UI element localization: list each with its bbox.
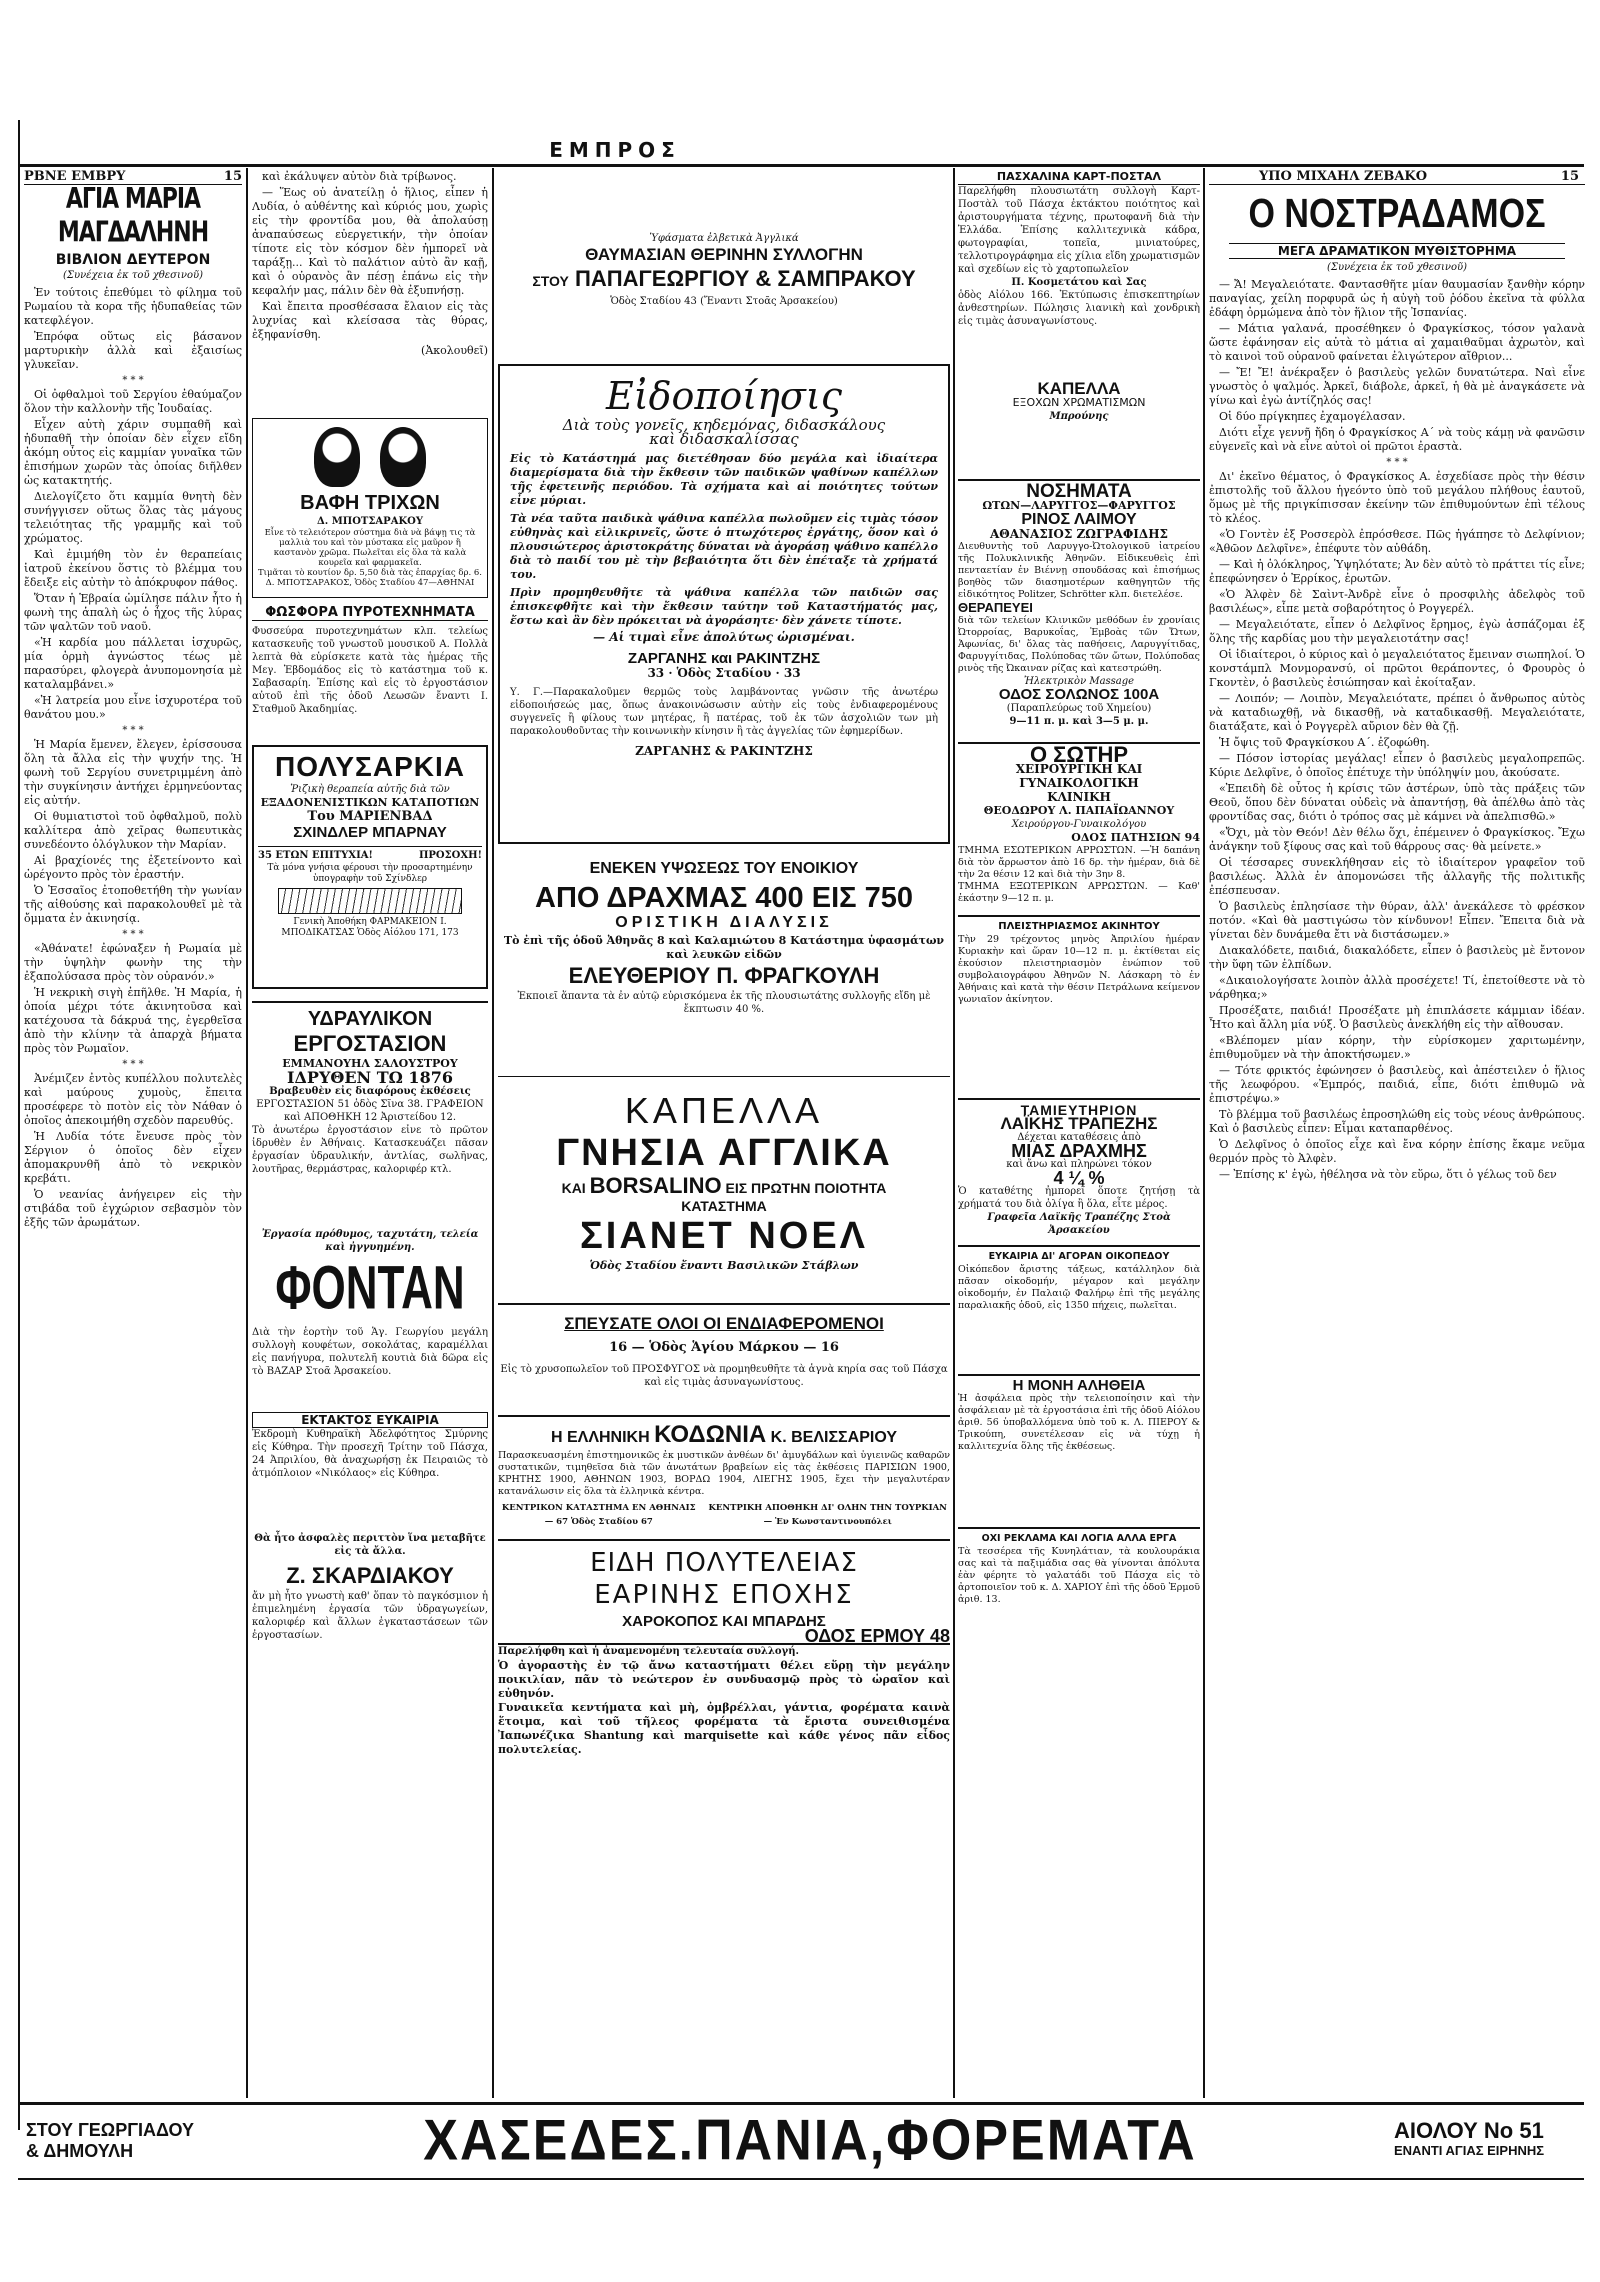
paragraph: Δι' ἐκεῖνο θέματος, ὁ Φραγκίσκος Α. ἐσχεδίασε πρὸς τὴν θέσιν ἐπιστολῆς τοῦ ἄλλου ἡγεόντο ὑπὸ τοῦ μεγάλου πλήθους ἑαυτοῦ, ὅμως μὲ τῆς πριγκίπισσαν ἐκείνην τῶν ἐπιθυμούντων ἐπὶ τέλους τὸ κλέος. bbox=[1209, 470, 1585, 525]
ad-savings-l1: Δέχεται καταθέσεις ἀπὸ bbox=[1017, 1132, 1141, 1143]
ad-kodonia-post: Κ. ΒΕΛΙΣΣΑΡΙΟΥ bbox=[770, 1429, 897, 1446]
paragraph: Οἱ τέσσαρες συνεκλήθησαν εἰς τὸ ἱδιαίτερον γραφεῖον τοῦ βασιλέως. Ἀλλὰ ἐν ἀπομονώσει τῆς ἀλλαγῆς τῆς πολιτικῆς ἐπέσπευσαν. bbox=[1209, 856, 1585, 897]
serial-subhead: ΒΙΒΛΙΟΝ ΔΕΥΤΕΡΟΝ bbox=[55, 252, 211, 268]
ad-bakery bbox=[958, 1527, 1200, 1606]
portrait-image bbox=[314, 427, 360, 487]
ad-ent-addr2: (Παραπλεύρως τοῦ Χημείου) bbox=[1006, 703, 1152, 714]
ad-ent-sub: ΩΤΩΝ—ΛΑΡΥΓΓΟΣ—ΦΑΡΥΓΓΟΣ bbox=[982, 499, 1176, 512]
serial-subhead: ΜΕΓΑ ΔΡΑΜΑΤΙΚΟΝ ΜΥΘΙΣΤΟΡΗΜΑ bbox=[1229, 243, 1565, 259]
ad-notice bbox=[498, 364, 950, 844]
ad-text: Εἶνε τὸ τελειότερον σύστημα διὰ νὰ βάψῃ τις τὰ μαλλιὰ του καὶ τὸν μύστακα εἰς μαῦρον ἢ καστανὸν χρῶμα. Πωλεῖται εἰς ὅλα τὰ καλὰ κουρεῖα καὶ φαρμακεῖα. bbox=[264, 528, 476, 568]
paragraph: Ἡ νεκρικὴ σιγὴ ἐπῆλθε. Ἡ Μαρία, ἡ ὁποία μέχρι τότε ἀκινητοῦσα καὶ κατέχουσα τὰ δάκρυά της, ἐγερθεῖσα ἀπὸ τὴν κλίνην τὰ ἀπαρχὰ βήματα πρὸς τὸν Ρωμαῖον. bbox=[24, 986, 242, 1055]
continuation-note: (Συνέχεια ἐκ τοῦ χθεσινοῦ) bbox=[1327, 262, 1467, 273]
ad-excursion-title: ΕΚΤΑΚΤΟΣ ΕΥΚΑΙΡΙΑ bbox=[252, 1412, 488, 1428]
ad-auction-title: ΠΛΕΙΣΤΗΡΙΑΣΜΟΣ ΑΚΙΝΗΤΟΥ bbox=[998, 921, 1160, 932]
running-head: ΥΠΟ ΜΙΧΑΗΛ ΖΕΒΑΚΟ bbox=[1259, 170, 1428, 184]
paragraph: Ὁ Ἐσσαῖος ἐτοποθετήθη τὴν γωνίαν τῆς αἰθούσης καὶ παρακολουθεῖ μὲ τὰ ὄμματα ἐν ἀκινησίᾳ. bbox=[24, 884, 242, 925]
ad-plumbing-text: Τὸ ἀνωτέρω ἐργοστάσιον εἶνε τὸ πρῶτον ἱδρυθὲν ἐν Ἀθήναις. Κατασκευάζει πᾶσαν ἐργασίαν ὑδραυλικήν, ἀντλίας, σωλῆνας, λουτῆρας, θερμάστρας, καλοριφέρ κτλ. bbox=[252, 1125, 488, 1175]
footer-right-2: ΕΝΑΝΤΙ ΑΓΙΑΣ ΕΙΡΗΝΗΣ bbox=[1394, 2143, 1545, 2158]
ad-obesity bbox=[252, 745, 488, 989]
ad-rent-text: Τὸ ἐπὶ τῆς ὁδοῦ Ἀθηνᾶς 8 καὶ Καλαμιώτου 8 Κατάστημα ὑφασμάτων καὶ λευκῶν εἰδῶν bbox=[503, 934, 945, 961]
ad-obesity-note: Τὰ μόνα γνήσια φέρουσι τὴν προσαρτημένην ὑπογραφὴν τοῦ Σχίνδλερ bbox=[267, 863, 473, 884]
ad-excursion bbox=[252, 1412, 488, 1558]
ad-fabrics-store: ΠΑΠΑΓΕΩΡΓΙΟΥ & ΣΑΜΠΡΑΚΟΥ bbox=[575, 266, 916, 291]
notice-p2: Τὰ νέα ταῦτα παιδικὰ ψάθινα καπέλλα πωλοῦμεν εἰς τιμὰς τόσον εὐθηνὰς καὶ εἰλικρινεῖς, ὥστε ὁ πτωχότερος ἐργάτης, ὅσον καὶ ὁ πλουσιώτερος ἀριστοκράτης δύναται νὰ ἀγοράσῃ ψάθινο καπέλλο διὰ τὸ παιδί του μὲ τὴν βεβαιότητα ὅτι δὲν ἐπέταξε τὰ χρήματά του. bbox=[510, 512, 938, 581]
column-4 bbox=[958, 170, 1200, 2100]
section-stars: * * * bbox=[1386, 457, 1408, 468]
notice-sub1: Διὰ τοὺς γονεῖς, κηδεμόνας, διδασκάλους bbox=[562, 416, 886, 434]
ad-hats-l6: Ὁδὸς Σταδίου ἔναντι Βασιλικῶν Στάβλων bbox=[589, 1259, 859, 1272]
paragraph: Ὁ νεανίας ἀνήγειρεν εἰς τὴν στιβάδα τοῦ ἐγχώριον σεβασμὸν τὸν ἐξῆς τῶν ἀρωμάτων. bbox=[24, 1188, 242, 1229]
ad-kodonia bbox=[498, 1415, 950, 1529]
paragraph: Ἡ ὄψις τοῦ Φραγκίσκου Α΄. ἐζοφώθη. bbox=[1219, 736, 1430, 749]
ad-obesity-years: 35 ΕΤΩΝ ΕΠΙΤΥΧΙΑ! bbox=[258, 850, 373, 861]
section-stars: * * * bbox=[122, 725, 144, 736]
signature-image bbox=[278, 888, 462, 914]
ad-savings-sign: Γραφεῖα Λαϊκῆς Τραπέζης Στοὰ Ἀρσακείου bbox=[987, 1212, 1171, 1236]
ad-hats-l4: ΚΑΤΑΣΤΗΜΑ bbox=[681, 1198, 767, 1214]
ad-luxury bbox=[498, 1539, 950, 1757]
ad-luxury-text2: Ὁ ἀγοραστὴς ἐν τῷ ἄνω καταστήματι θέλει εὕρῃ τὴν μεγάλην ποικιλίαν, πᾶν τὸ νεώτερον ἐν συνδυασμῷ πρὸς τὸ ὡραῖον καὶ εὐθηνόν. bbox=[498, 1659, 950, 1700]
ad-candles-text: Εἰς τὸ χρυσοπωλεῖον τοῦ ΠΡΟΣΦΥΓΟΣ νὰ προμηθευθῆτε τὰ ἁγνὰ κηρία σας τοῦ Πάσχα καὶ εἰς τιμὰς ἀσυναγωνίστους. bbox=[500, 1364, 948, 1388]
paragraph: «Ἐπειδὴ δὲ οὗτος ἡ κρίσις τῶν ἀστέρων, ὑπὸ τὰς πράξεις τῶν Θεοῦ, ὅπου δὲν δύναται οὐδεὶς νὰ ἀπαντήσῃ, θὰ ἀπέλθω ἀπὸ τὰς φροντίδας σας, διότι ὁ τρόπος σας μὲ κάμνει νὰ ἀπελπισθῶ.» bbox=[1209, 782, 1585, 823]
ad-skardiakou-text: ἄν μὴ ἦτο γνωστὴ καθ' ὅπαν τὸ παγκόσμιον ἡ ἐπιμελημένη ἐργασία τῶν ὑδραγωγείων, καλοριφέρ καὶ ἄλλων ἐγκαταστάσεων τῶν ἐργοστασίων. bbox=[252, 1591, 488, 1641]
ad-kodonia-store1: ΚΕΝΤΡΙΚΟΝ ΚΑΤΑΣΤΗΜΑ ΕΝ ΑΘΗΝΑΙΣ — 67 Ὁδὸς Σταδίου 67 bbox=[501, 1503, 696, 1527]
ad-candles-addr: 16 — Ὁδὸς Ἁγίου Μάρκου — 16 bbox=[609, 1340, 839, 1355]
to-be-continued: (Ἀκολουθεῖ) bbox=[421, 344, 488, 357]
column-1 bbox=[24, 170, 242, 2100]
ad-clinic-title: Ο ΣΩΤΗΡ bbox=[1029, 742, 1129, 767]
notice-title: Εἰδοποίησις bbox=[605, 374, 843, 418]
ad-clinic-role: Χειρούργου-Γυναικολόγου bbox=[1011, 819, 1147, 830]
ad-savings-l2: ΜΙΑΣ ΔΡΑΧΜΗΣ bbox=[1011, 1141, 1147, 1161]
serial-headline: Ο ΝΟΣΤΡΑΔΑΜΟΣ bbox=[1248, 191, 1546, 237]
ad-candles-head: ΣΠΕΥΣΑΤΕ ΟΛΟΙ ΟΙ ΕΝΔΙΑΦΕΡΟΜΕΝΟΙ bbox=[564, 1314, 884, 1333]
ad-ent-therapy-text: διὰ τῶν τελείων Κλινικῶν μεθόδων ἐν χρονίαις Ὠτορροίας, Βαρυκοΐας, Ἐμβοὰς τῶν Ὤτων, Ἀφωνίας, δι' ὅλας τὰς παθήσεις, Λαρυγγίτιδας, Φαρυγγίτιδας, Πολύποδας τῶν ὤτων, Πολύποδας ρινὸς τῆς Ὠκαιναν ρίζας καὶ κατεστρώθη. bbox=[958, 615, 1200, 674]
ad-clinic-dept2: ΤΜΗΜΑ ΕΞΩΤΕΡΙΚΩΝ ΑΡΡΩΣΤΩΝ. — Καθ' ἑκάστην 9—12 π. μ. bbox=[958, 881, 1200, 904]
paragraph: Ἡ Λυδία τότε ἔνευσε πρὸς τὸν Σέργιον ὁ ὁποῖος δὲν εἶχεν ἀπομακρυνθῆ ἀπὸ τὸ νεκρικὸν κρεβάτι. bbox=[24, 1130, 242, 1185]
ad-auction-text: Τὴν 29 τρέχοντος μηνὸς Ἀπριλίου ἡμέραν Κυριακὴν καὶ ὥραν 10—12 π. μ. ἐκτίθεται εἰς ἐκούσιον πλειστηριασμὸν ἐνώπιον τοῦ συμβολαιογράφου Ἀθηνῶν Ν. Λάσκαρη τὸ ἐν Ἀθήναις καὶ κατὰ τὴν θέσιν Πετράλωνα κείμενον γωνιαῖον ἀκίνητον. bbox=[958, 934, 1200, 1005]
ad-hats-l3c: ΕΙΣ ΠΡΩΤΗΝ ΠΟΙΟΤΗΤΑ bbox=[725, 1180, 887, 1196]
ad-luxury-text1: Παρελήφθη καὶ ἡ ἀναμενομένη τελευταία συλλογή. bbox=[498, 1646, 799, 1657]
left-margin-rule bbox=[18, 120, 20, 2130]
ad-hats bbox=[498, 1076, 950, 1273]
ad-luxury-l1: ΕΙΔΗ ΠΟΛΥΤΕΛΕΙΑΣ bbox=[590, 1548, 858, 1578]
footer-right-1: ΑΙΟΛΟΥ Νο 51 bbox=[1394, 2118, 1544, 2143]
notice-address: 33 · Ὁδὸς Σταδίου · 33 bbox=[647, 666, 801, 680]
ad-hats-l5: ΣΙΑΝΕΤ ΝΟΕΛ bbox=[579, 1215, 869, 1257]
ad-savings-sub: ΛΑΪΚΗΣ ΤΡΑΠΕΖΗΣ bbox=[1000, 1114, 1158, 1133]
paragraph: Προσέξατε, παιδιά! Προσέξατε μὴ ἐπιπλάσετε κάμμιαν ἰδέαν. Ἦτο καὶ ἄλλη μία νύξ. Ὁ βασιλεὺς ἀνεκλήθη εἰς τὴν αἴθουσαν. bbox=[1209, 1004, 1585, 1031]
paragraph: — Λοιπόν; — Λοιπὸν, Μεγαλειότατε, πρέπει ὁ ἄνθρωπος αὐτὸς νὰ καταδιωχθῇ, νὰ δικασθῇ, νὰ καταδικασθῇ. Μεγαλειότατε, διατάξατε, καὶ ὁ Ρογγερὲλ αὔριον δὲν θὰ ζῇ. bbox=[1209, 692, 1585, 733]
ad-postcards-name: Π. Κοσμετάτου καὶ Σας bbox=[1011, 277, 1147, 288]
paragraph: Διακαλόδετε, παιδιά, διακαλόδετε, εἶπεν ὁ βασιλεὺς μὲ ἔντονον τὴν ὕφη τῶν ἐλπίδων. bbox=[1209, 944, 1585, 971]
ad-bakery-title: ΟΧΙ ΡΕΚΛΑΜΑ ΚΑΙ ΛΟΓΙΑ ΑΛΛΑ ΕΡΓΑ bbox=[981, 1533, 1177, 1544]
ad-fireworks-title: ΦΩΣΦΟΡΑ ΠΥΡΟΤΕΧΝΗΜΑΤΑ bbox=[252, 606, 488, 621]
ad-savings-bank bbox=[958, 1098, 1200, 1237]
section-stars: * * * bbox=[122, 1059, 144, 1070]
ad-ent-doctor bbox=[958, 479, 1200, 728]
ad-price: Τιμᾶται τὸ κουτίον δρ. 5,50 διὰ τὰς ἐπαρχίας δρ. 6. bbox=[257, 568, 483, 578]
paragraph: Αἱ βραχίονές της ἐξετείνοντο καὶ ὡρέγοντο πρὸς τὸν ἐραστήν. bbox=[24, 854, 242, 881]
paragraph: «Ἡ λατρεία μου εἶνε ἰσχυροτέρα τοῦ θανάτου μου.» bbox=[24, 694, 242, 721]
ad-ent-text: Διευθυντὴς τοῦ Λαρυγγο-Ὠτολογικοῦ ἰατρείου τῆς Πολυκλινικῆς Ἀθηνῶν. Εἰδικευθεὶς ἐπὶ πενταετίαν ἐν Βιέννῃ σπουδάσας καὶ ἐπισήμως βοηθὸς τῶν διασημοτέρων καθηγητῶν τῆς εἰδικότητος Politzer, Schrötter κλπ. διετελέσε. bbox=[958, 541, 1200, 600]
ad-luxury-text3: Γυναικεῖα κεντήματα καὶ μὴ, ὀμβρέλλαι, γάντια, φορέματα καινὰ ἕτοιμα, καὶ τοῦ τῆλεος φορέματα τὰ ἔριστα συνειθισμένα Ἰαπωνέζικα Shantung καὶ marquisette καὶ κάθε γένος πᾶν εἶδος πολυτελείας. bbox=[498, 1701, 950, 1756]
ad-hats-l2: ΓΝΗΣΙΑ ΑΓΓΛΙΚΑ bbox=[556, 1132, 892, 1174]
ad-clinic bbox=[958, 742, 1200, 905]
ad-savings-title: ΤΑΜΙΕΥΤΗΡΙΟΝ bbox=[1020, 1102, 1138, 1118]
ad-fabrics-addr: Ὁδὸς Σταδίου 43 (Ἔναντι Στοᾶς Ἀρσακείου) bbox=[610, 296, 838, 307]
footer-rule-bottom bbox=[18, 2178, 1584, 2180]
ad-address: Δ. ΜΠΟΤΣΑΡΑΚΟΣ, Ὁδὸς Σταδίου 47—ΑΘΗΝΑΙ bbox=[265, 578, 475, 588]
ad-fondant bbox=[252, 1254, 488, 1406]
ad-ent-therapy: ΘΕΡΑΠΕΥΕΙ bbox=[958, 600, 1033, 615]
ad-clinic-doctor: ΘΕΟΔΩΡΟΥ Λ. ΠΑΠΑΪΩΑΝΝΟΥ bbox=[983, 804, 1175, 817]
ad-clinic-dept1: ΤΜΗΜΑ ΕΣΩΤΕΡΙΚΩΝ ΑΡΡΩΣΤΩΝ. —Ἡ δαπάνη διὰ τὸν ἄρρωστον ἀπὸ 16 δρ. τὴν ἡμέραν, διὰ δὲ τὴν 2α θέσιν 12 καὶ διὰ τὴν 3ην 8. bbox=[958, 845, 1200, 880]
ad-obesity-product: ΕΞΑΔΟΝΕΝΙΣΤΙΚΩΝ ΚΑΤΑΠΟΤΙΩΝ bbox=[260, 796, 480, 809]
ad-colored-hats-title: ΚΑΠΕΛΛΑ bbox=[1037, 379, 1121, 398]
ad-ent-title: ΝΟΣΗΜΑΤΑ bbox=[1026, 481, 1132, 502]
paragraph: Οἱ δύο πρίγκηπες ἐχαμογέλασαν. bbox=[1219, 410, 1406, 423]
ad-savings-l3: καὶ ἄνω καὶ πληρώνει τόκον bbox=[1006, 1159, 1152, 1170]
ad-savings-text: Ὁ καταθέτης ἠμπορεῖ ὅποτε ζητήσῃ τὰ χρήματά του διὰ ὀλίγα ἢ ὅλα, εἶτε μέρος. bbox=[958, 1186, 1200, 1210]
paragraph: «Βλέπομεν μίαν κόρην, τὴν εὑρίσκομεν χαριτωμένην, ἐπιθυμοῦμεν νὰ τὴν ἀποκτήσωμεν.» bbox=[1209, 1034, 1585, 1061]
ad-bakery-text: Τὰ τεσσέρεα τῆς Κυνηλάτιαν, τὰ κουλουράκια σας καὶ τὰ παξιμάδια σας θὰ γίνονται ἀπόλυτα ἐὰν φέρητε τὸ γαλατάδι τοῦ Πάσχα εἰς τὸ ἀρτοποιεῖον τοῦ κ. Δ. ΧΑΡΙΟΥ ἐπὶ τῆς ὁδοῦ Ἑρμοῦ ἀριθ. 13. bbox=[958, 1546, 1200, 1605]
ad-brand: ΒΑΦΗ ΤΡΙΧΩΝ bbox=[300, 492, 440, 514]
column-2 bbox=[252, 170, 488, 2100]
footer-left-1: ΣΤΟΥ ΓΕΩΡΓΙΑΔΟΥ bbox=[26, 2120, 195, 2140]
ad-plumbing-addr: ΕΡΓΟΣΤΑΣΙΟΝ 51 ὁδὸς Σῖνα 38. ΓΡΑΦΕΙΟΝ καὶ ΑΠΟΘΗΚΗ 12 Ἀριστείδου 12. bbox=[256, 1099, 484, 1123]
ad-rent bbox=[498, 858, 950, 1016]
ad-hair-dye bbox=[252, 418, 488, 598]
ad-clinic-sub2: ΚΛΙΝΙΚΗ bbox=[1047, 790, 1111, 804]
footer-left-2: & ΔΗΜΟΥΛΗ bbox=[26, 2141, 134, 2161]
page-number: 15 bbox=[1560, 170, 1579, 184]
paragraph: «Ὁ Ἀλφὲν δὲ Σαὶντ-Ἀνδρὲ εἶνε ὁ προσφιλὴς ἀδελφὸς τοῦ βασιλέως», εἶπε μετὰ σοβαρότητος ὁ Ρογγερέλ. bbox=[1209, 588, 1585, 615]
ad-candles bbox=[498, 1303, 950, 1389]
paragraph: Εἶχεν αὐτὴ χάριν συμπαθῆ καὶ ἡδυπαθῆ τὴν ὁποίαν δὲν εἶχεν εἴδη ἀκόμη οὗτος εἰς καμμίαν γυναῖκα τῶν ἐπισήμων χωρῶν τὰς ὁποίας διῆλθεν ὡς κατακτητής. bbox=[24, 418, 242, 487]
ad-rent-note: Ἐκποιεῖ ἅπαντα τὰ ἐν αὐτῷ εὑρισκόμενα ἐκ τῆς πλουσιωτάτης συλλογῆς εἴδη μὲ ἔκπτωσιν 40 %. bbox=[517, 991, 931, 1015]
portrait-image bbox=[380, 427, 426, 487]
section-stars: * * * bbox=[122, 929, 144, 940]
ad-ent-doctor-name: ΑΘΑΝΑΣΙΟΣ ΖΩΓΡΑΦΙΔΗΣ bbox=[989, 527, 1169, 541]
ad-truth bbox=[958, 1374, 1200, 1521]
ad-savings-rate: 4 ¼ % bbox=[1053, 1168, 1105, 1188]
paragraph: Ἡ Μαρία ἔμενεν, ἔλεγεν, ἐρίσσουσα ὅλη τὰ ἄλλα εἰς τὴν ψυχήν της. Ἡ φωνὴ τοῦ Σεργίου συνετριμμένη ἀπὸ τὴν συγκίνησιν ἀντήχει ἐρμηνεύοντας εἰς αὐτήν. bbox=[24, 738, 242, 807]
paragraph: Διελογίζετο ὅτι καμμία θνητὴ δὲν συνήγγισεν οὕτως ὅλας τὰς μάγους τελειότητας τῆς γραμμῆς καὶ τοῦ χρώματος. bbox=[24, 490, 242, 545]
notice-signature-2: ΖΑΡΓΑΝΗΣ & ΡΑΚΙΝΤΖΗΣ bbox=[635, 744, 813, 758]
paragraph: — Ἕως οὐ ἀνατείλῃ ὁ ἥλιος, εἶπεν ἡ Λυδία, ὁ αὐθέντης καὶ κύριός μου, χωρὶς εἰς τὴν φροντίδα μου, θὰ ἀπολαύσῃ ἀναπαύσεως εὐεργετικήν, τὴν ὁποίαν τίποτε εἰς τὸν κόσμον δὲν ἠμπορεῖ νὰ ταράξῃ... Καὶ τὸ παλάτιον αὐτὸ ἂν καῇ, καὶ ὁ οὐρανὸς ἂν πέσῃ ἐπάνω εἰς τὴν κεφαλήν μας, πάλιν δὲν θὰ ἐξυπνήσῃ. bbox=[252, 186, 488, 297]
ad-ent-addr: ΟΔΟΣ ΣΟΛΩΝΟΣ 100Α bbox=[998, 686, 1160, 703]
ad-obesity-maker: ΣΧΙΝΔΛΕΡ ΜΠΑΡΝΑΥ bbox=[293, 824, 447, 841]
ad-kodonia-store2: ΚΕΝΤΡΙΚΗ ΑΠΟΘΗΚΗ ΔΙ' ΟΛΗΝ ΤΗΝ ΤΟΥΡΚΙΑΝ — Ἐν Κωνσταντινουπόλει bbox=[708, 1503, 947, 1527]
paragraph: Διότι εἶχε γεννῆ ἤδη ὁ Φραγκίσκος Α΄ νὰ τοὺς κάμῃ νὰ φανῶσιν εὐγενεῖς καὶ νὰ εἶνε αὐτοὶ οἱ πρῶτοι ἐραστὰ. bbox=[1209, 426, 1585, 453]
ad-rent-final: ΟΡΙΣΤΙΚΗ ΔΙΑΛΥΣΙΣ bbox=[615, 914, 833, 931]
ad-fabrics-head: ΘΑΥΜΑΣΙΑΝ ΘΕΡΙΝΗΝ ΣΥΛΛΟΓΗΝ bbox=[585, 245, 863, 264]
ad-excursion-note: Θὰ ἦτο ἀσφαλὲς περιττὸν ἵνα μεταβῆτε εἰς τὰ ἄλλα. bbox=[254, 1533, 486, 1557]
ad-postcards-title: ΠΑΣΧΑΛΙΝΑ ΚΑΡΤ-ΠΟΣΤΑΛ bbox=[958, 170, 1200, 185]
paragraph: Ἐπρόφα οὕτως εἰς βάσανον μαρτυρικὴν ἀλλὰ καὶ ἐξαισίως γλυκεῖαν. bbox=[24, 330, 242, 371]
ad-fireworks-text: Φυσσεύρα πυροτεχνημάτων κλπ. τελείως κατασκευῆς τοῦ γνωστοῦ μουσικοῦ Α. Πολλὰ λεπτὰ θὰ εὑρίσκετε κατὰ τὰς ἡμέρας τῆς Μεγ. Ἑβδομάδος εἰς τὸ κατάστημα τοῦ κ. Σαβασαρίη. Ἐπίσης καὶ εἰς τὸ ἐργοστάσιον αὐτοῦ ἐπὶ τῆς ὁδοῦ Λεωσῶν ἔναντι Ι. Σταθμοῦ Ἀκαδημίας. bbox=[252, 626, 488, 715]
paragraph: — Τότε φρικτός ἐφώνησεν ὁ βασιλεὺς, καὶ ἀπέστειλεν ὁ ἥλιος τῆς λεωφόρου. «Ἐμπρός, παιδιά, εἶπε, διότι ἐπιθυμῶ νὰ ἐπιστρέψω.» bbox=[1209, 1064, 1585, 1105]
paragraph: — Μάτια γαλανά, προσέθηκεν ὁ Φραγκίσκος, τόσον γαλανὰ ὥστε ἐφάνησαν εἰς αὐτὰ τὸ μάτια αἱ χαμαιθαῦμαι ἀχρωτὸν, καὶ τὸ καινοὶ τοῦ οὐρανοῦ φαίνεται ἐλιγώτερον αἴθριον... bbox=[1209, 322, 1585, 363]
ad-plumbing-est: ΙΔΡΥΘΕΝ ΤΩ 1876 bbox=[287, 1068, 453, 1087]
ad-colored-hats-sub: ΕΞΟΧΩΝ ΧΡΩΜΑΤΙΣΜΩΝ bbox=[1012, 396, 1146, 409]
ad-fabrics-pre: Ὑφάσματα ἐλβετικὰ Ἀγγλικά bbox=[649, 233, 799, 244]
paragraph: Καὶ ἐμιμήθη τὸν ἐν θεραπείαις ἰατροῦ ἐκείνου ὅστις τὸ βλέμμα του ἔδειξε εἰς αὐτὴν τὸ ἀπόκρυφον πάθος. bbox=[24, 548, 242, 589]
notice-p3: Πρὶν προμηθευθῆτε τὰ ψάθινα καπέλλα τῶν παιδιῶν σας ἐπισκεφθῆτε καὶ τὴν ἔκθεσιν ταύτην τοῦ Καταστήματός μας, ἔστω καὶ ἂν δὲν πρόκειται νὰ ἀγοράσητε· δὲν χάνετε τίποτε. bbox=[510, 586, 938, 627]
ad-luxury-owners: ΧΑΡΟΚΟΠΟΣ ΚΑΙ ΜΠΑΡΔΗΣ bbox=[622, 1613, 826, 1630]
ad-obesity-by: Του ΜΑΡΙΕΝΒΑΔ bbox=[307, 809, 433, 824]
ad-hats-l1: ΚΑΠΕΛΛΑ bbox=[624, 1090, 824, 1131]
column-divider bbox=[246, 168, 248, 2098]
notice-postscript: Υ. Γ.—Παρακαλοῦμεν θερμῶς τοὺς λαμβάνοντας γνῶσιν τῆς ἀνωτέρω εἰδοποιήσεώς μας, ὅπως ἀνακοινώσωσιν αὐτὴν εἰς τοὺς ἐνδιαφερομένους συγγενεῖς ἢ φίλους των μητέρας, ἢ πατέρας, τοῦ ἐκ τῶν ἀσχολιῶν των μὴ παρακολουθοῦντας τὴν κοινωνικὴν κίνησιν ἢ τὰς ἀγγελίας τῶν ἐφημερίδων. bbox=[510, 687, 938, 737]
ad-truth-title: Η ΜΟΝΗ ΑΛΗΘΕΙΑ bbox=[1012, 1377, 1146, 1394]
ad-plumbing-title2: ΕΡΓΟΣΤΑΣΙΟΝ bbox=[293, 1031, 447, 1056]
column-divider bbox=[953, 168, 955, 2098]
ad-rent-price: ΑΠΟ ΔΡΑΧΜΑΣ 400 ΕΙΣ 750 bbox=[535, 882, 913, 914]
ad-fabrics-store-pre: ΣΤΟΥ bbox=[532, 273, 569, 289]
running-head: ΡΒΝΕ ΕΜΒΡΥ bbox=[24, 170, 126, 184]
notice-p4: — Αἱ τιμαὶ εἶνε ἀπολύτως ὡρισμέναι. bbox=[593, 630, 855, 644]
ad-plumbing-tag: Ἐργασία πρόθυμος, ταχυτάτη, τελεία καὶ ἠγγυημένη. bbox=[261, 1229, 479, 1253]
ad-kodonia-text: Παρασκευασμένη ἐπιστημονικῶς ἐκ μυστικῶν ἀνθέων δι' ἀμυγδάλων καὶ ὑγιεινῶς καθαρῶν συστατικῶν, τιμηθεῖσα διὰ τῶν ἀνωτάτων βραβείων εἰς τὰς ἐκθέσεις ΠΑΡΙΣΙΩΝ 1900, ΚΡΗΤΗΣ 1900, ΑΘΗΝΩΝ 1903, ΒΟΡΔΩ 1904, ΛΙΕΓΗΣ 1905, ἔχει τὴν μεγαλυτέραν κατανάλωσιν εἰς ὅλα τὰ ἑλληνικὰ κέντρα. bbox=[498, 1450, 950, 1497]
paragraph: Ἀνέμιζεν ἐντὸς κυπέλλου πολυτελὲς καὶ μαύρους χυμοὺς, ἔπειτα προσέφερε τὸ ποτὸν εἰς τὸν Νάθαν ὁ ὁποῖος ἀπεκοιμήθη σχεδὸν παρευθύς. bbox=[24, 1072, 242, 1127]
ad-rent-owner: ΕΛΕΥΘΕΡΙΟΥ Π. ΦΡΑΓΚΟΥΛΗ bbox=[568, 963, 880, 988]
ad-kodonia-name: ΚΟΔΩΝΙΑ bbox=[654, 1421, 767, 1448]
section-stars: * * * bbox=[122, 375, 144, 386]
ad-plumbing bbox=[252, 1001, 488, 1254]
ad-truth-text: Ἡ ἀσφάλεια πρὸς τὴν τελειοποίησιν καὶ τὴν ἀσφάλειαν μὲ τὰ ἐργοστάσια ἐπὶ τῆς ὁδοῦ Αἰόλου ἀριθ. 56 ὑποβαλλόμενα ὑπὸ τοῦ κ. Λ. ΠΙΕΡΟΥ & Τρικούπη, συνετέλεσαν εἰς νὰ τύχῃ ἡ καλλιτεχνία ὅλης τῆς ἐκθέσεως. bbox=[958, 1393, 1200, 1452]
paragraph: Τὸ βλέμμα τοῦ βασιλέως ἐπροσηλώθη εἰς τοὺς νέους ἀνθρώπους. Καὶ ὁ βασιλεὺς εἶπεν: Εἶμαι καταπαρθένος. bbox=[1209, 1108, 1585, 1135]
ad-skardiakou-title: Ζ. ΣΚΑΡΔΙΑΚΟΥ bbox=[286, 1563, 454, 1588]
ad-plumbing-award: Βραβευθὲν εἰς διαφόρους ἐκθέσεις bbox=[269, 1086, 471, 1097]
column-divider bbox=[1203, 168, 1205, 2098]
ad-plot bbox=[958, 1245, 1200, 1368]
portraits-illustration bbox=[257, 427, 483, 491]
ad-hats-l3a: ΚΑΙ bbox=[561, 1180, 586, 1196]
column-divider bbox=[492, 168, 494, 2098]
ad-fondant-text: Διὰ τὴν ἑορτὴν τοῦ Ἁγ. Γεωργίου μεγάλη συλλογὴ κουφέτων, σοκολάτας, καραμέλλαι εἰς πανήγυρα, πολυτελῆ κουτιὰ διὰ δῶρα εἰς τὸ ΒΑΖΑΡ Στοᾶ Ἀρσακείου. bbox=[252, 1327, 488, 1377]
paragraph: Οἱ ἰδιαίτεροι, ὁ κύριος καὶ ὁ μεγαλειότατος ἔμειναν σιωπηλοί. Ὁ κονστάμπλ Μονμορανσύ, οἱ πρῶτοι θεράποντες, ὁ Φρουρὸς ὁ Γκοντὲν, ὁ βασιλεὺς ἐσιώπησαν καὶ ἐκοίταξαν. bbox=[1209, 648, 1585, 689]
ad-plot-text: Οἰκόπεδον ἄριστης τάξεως, κατάλληλον διὰ πᾶσαν οἰκοδομήν, μέγαρον καὶ μεγάλην οἰκοδομήν, ἐν Παλαιῷ Φαλήρῳ ἐπὶ τῆς μεγάλης παραλιακῆς ὁδοῦ, εἰς 1350 πήχεις, πωλεῖται. bbox=[958, 1264, 1200, 1311]
paragraph: «Ὁ Γοντὲν ἐξ Ροσσερὸλ ἐπρόσθεσε. Πῶς ἠγάπησε τὸ Δελφίνιον; «Ἀθῶον Δελφῖνε», ἐπέφυτε τὸν αὐθάδη. bbox=[1209, 528, 1585, 555]
footer-rule bbox=[18, 2102, 1584, 2105]
ad-obesity-agent: Γενικὴ Ἀποθήκη ΦΑΡΜΑΚΕΙΟΝ Ι. ΜΠΟΔΙΚΑΤΣΑΣ Ὁδὸς Αἰόλου 171, 173 bbox=[281, 917, 459, 938]
ad-clinic-addr: ΟΔΟΣ ΠΑΤΗΣΙΩΝ 94 bbox=[1071, 831, 1200, 844]
ad-obesity-title: ΠΟΛΥΣΑΡΚΙΑ bbox=[275, 751, 465, 782]
ad-auction bbox=[958, 915, 1200, 1090]
ad-plumbing-name: ΕΜΜΑΝΟΥΗΛ ΣΑΛΟΥΣΤΡΟΥ bbox=[282, 1057, 458, 1070]
ad-ent-hours: 9—11 π. μ. καὶ 3—5 μ. μ. bbox=[1009, 716, 1149, 727]
ad-colored-hats bbox=[958, 379, 1200, 423]
paragraph: καὶ ἐκάλυψεν αὐτὸν διὰ τρίβωνος. bbox=[262, 170, 457, 183]
paragraph: Ὁ βασιλεὺς ἐπλησίασε τὴν θύραν, ἀλλ' ἀνεκάλεσε τὸ φρέσκον ποτόν. «Καὶ θὰ μαστιγώσω τὸν κίνδυνον! Εἶπεν. Ἔπειτα διὰ νὰ γίνεται δὲν δυνάμεθα ἔτι νὰ διστάσωμεν.» bbox=[1209, 900, 1585, 941]
ad-rent-head: ΕΝΕΚΕΝ ΥΨΩΣΕΩΣ ΤΟΥ ΕΝΟΙΚΙΟΥ bbox=[589, 860, 859, 877]
ad-fondant-title: ΦΟΝΤΑΝ bbox=[275, 1254, 465, 1323]
paragraph: Καὶ ἔπειτα προσθέσασα ἔλαιον εἰς τὰς λυχνίας καὶ κλείσασα τὰς θύρας, ἐξηφανίσθη. bbox=[252, 300, 488, 341]
ad-obesity-sub: Ῥιζικὴ θεραπεία αὐτῆς διὰ τῶν bbox=[290, 784, 450, 795]
paragraph: Οἱ ὀφθαλμοὶ τοῦ Σεργίου ἐθαύμαζον ὅλον τὴν καλλονὴν τῆς Ἰουδαίας. bbox=[24, 388, 242, 415]
footer-main: ΧΑΣΕΔΕΣ.ΠΑΝΙΑ,ΦΟΡΕΜΑΤΑ bbox=[423, 2109, 1197, 2173]
notice-p1: Εἰς τὸ Κατάστημά μας διετέθησαν δύο μεγάλα καὶ ἰδιαίτερα διαμερίσματα διὰ τὴν ἔκθεσιν τῶν παιδικῶν ψαθίνων καπέλλων τῆς ἐφετεινῆς περιόδου. Τὰ σχήματα καὶ αἱ ποιότητες τούτων εἶνε μύριαι. bbox=[510, 452, 938, 507]
ad-hats-l3b: BORSALINO bbox=[589, 1173, 722, 1198]
paragraph: «Ἀθάνατε! ἐφώναξεν ἡ Ρωμαία μὲ τὴν ὑψηλὴν φωνὴν της τὴν ἐξαπολύσασα πρὸς τὸν οὐρανόν.» bbox=[24, 942, 242, 983]
paragraph: Ἐν τούτοις ἐπεθύμει τὸ φίλημα τοῦ Ρωμαίου τὰ κορα τῆς ἡδυπαθείας τῶν κατεφλέγον. bbox=[24, 286, 242, 327]
footer-ad bbox=[18, 2108, 1584, 2174]
paragraph: «Ἡ καρδία μου πάλλεται ἰσχυρῶς, μία ὁρμὴ ἀγνώστος τέως μὲ παρασύρει, φλογερὰ ἀνυπομονησία μὲ καταλαμβάνει.» bbox=[24, 636, 242, 691]
ad-obesity-attention: ΠΡΟΣΟΧΗ! bbox=[418, 850, 482, 861]
paragraph: Οἱ θυμιατιστοὶ τοῦ ὀφθαλμοῦ, πολὺ καλλίτερα ἀπὸ χεῖρας θωπευτικὰς συνεδέοντο ὁλόγλυκον τὴν Μαρίαν. bbox=[24, 810, 242, 851]
paragraph: — Μεγαλειότατε, εἶπεν ὁ Δελφῖνος ἔρημος, ἐγὼ ἀσπάζομαι ἐξ ὅλης τῆς καρδίας μου τὴν μεγαλειοτάτην σας! bbox=[1209, 618, 1585, 645]
serial-headline: ΑΓΙΑ ΜΑΡΙΑ ΜΑΓΔΑΛΗΝΗ bbox=[57, 183, 209, 250]
column-3 bbox=[498, 170, 950, 2100]
ad-plot-title: ΕΥΚΑΙΡΙΑ ΔΙ' ΑΓΟΡΑΝ ΟΙΚΟΠΕΔΟΥ bbox=[988, 1251, 1170, 1262]
paragraph: — Ἔ! Ἔ! ἀνέκραξεν ὁ βασιλεὺς γελῶν δυνατώτερα. Ναὶ εἶνε γνωστὸς ὁ ψαλμός. Ἀρκεῖ, διάβολε, ἀρκεῖ, ἡ θὰ μὲ ἀναγκάσετε νὰ γίνω καὶ ἐγὼ ἀντίζηλός σας! bbox=[1209, 366, 1585, 407]
masthead-rule bbox=[18, 164, 1584, 167]
continuation-note: (Συνέχεια ἐκ τοῦ χθεσινοῦ) bbox=[63, 270, 203, 281]
paragraph: Ὁ Δελφῖνος ὁ ὁποῖος εἶχε καὶ ἔνα κόρην ἐπίσης ἔκαμε νεῦμα θερμόν πρὸς τὸ Ἀλφὲν. bbox=[1209, 1138, 1585, 1165]
paragraph: — Ἄ! Μεγαλειότατε. Φαντασθῆτε μίαν θαυμασίαν ξανθὴν κόρην παναγίας, χείλη πορφυρᾶ ὡς ἡ αὐγὴ τοῦ ῥόδου ἐκεῖνα τὰ φύλλα ἐδάφη ὀρμώμενα ἀπὸ τὸν ἥλιον τῆς Ἰσπανίας. bbox=[1209, 278, 1585, 319]
ad-colored-hats-name: Μπρούνης bbox=[1049, 411, 1109, 422]
notice-sub2: καὶ διδασκαλίσσας bbox=[649, 430, 799, 448]
notice-signature: ΖΑΡΓΑΝΗΣ και ΡΑΚΙΝΤΖΗΣ bbox=[627, 650, 821, 667]
ad-clinic-sub: ΧΕΙΡΟΥΡΓΙΚΗ ΚΑΙ ΓΥΝΑΙΚΟΛΟΓΙΚΗ bbox=[1015, 762, 1143, 790]
ad-excursion-text: Ἐκδρομὴ Κυθηραϊκὴ Ἀδελφότητος Σμύρνης εἰς Κύθηρα. Τὴν προσεχῆ Τρίτην τοῦ Πάσχα, 24 Ἀπριλίου, θὰ ἀναχωρήσῃ ἐκ Πειραιῶς τὸ ἀτμόπλοιον «Νικόλαος» εἰς Κύθηρα. bbox=[252, 1429, 488, 1479]
paragraph: — Καὶ ἡ ὁλόκληρος, Ὑψηλότατε; Ἀν δὲν αὐτὸ τὸ πράττει τίς εἶνε; ἐπεφώνησεν ὁ Ἐρρίκος, ἐρωτῶν. bbox=[1209, 558, 1585, 585]
ad-luxury-l2: ΕΑΡΙΝΗΣ ΕΠΟΧΗΣ bbox=[594, 1580, 854, 1610]
ad-name: Δ. ΜΠΟΤΣΑΡΑΚΟΥ bbox=[316, 516, 424, 527]
ad-kodonia-pre: Η ΕΛΛΗΝΙΚΗ bbox=[550, 1429, 650, 1446]
page-number: 15 bbox=[223, 170, 242, 184]
ad-luxury-addr: ΟΔΟΣ ΕΡΜΟΥ 48 bbox=[498, 1629, 950, 1645]
paragraph: «Ὄχι, μὰ τὸν Θεόν! Δὲν θέλω ὅχι, ἐπέμεινεν ὁ Φραγκίσκος. Ἔχω ἀνάγκην τοῦ ξίφους σας καὶ τοῦ θάρρους σας· θὰ μείνετε.» bbox=[1209, 826, 1585, 853]
ad-postcards-addr: ὁδὸς Αἰόλου 166. Ἐκτύπωσις ἐπισκεπτηρίων ἀνθεστηρίων. Πώλησις λιανικὴ καὶ χονδρικὴ εἰς τιμὰς ἀσυναγωνίστους. bbox=[958, 290, 1200, 327]
ad-plumbing-title1: ΥΔΡΑΥΛΙΚΟΝ bbox=[307, 1008, 433, 1030]
paragraph: Ὅταν ἡ Ἑβραία ὡμίλησε πάλιν ἦτο ἡ φωνὴ της ἁπαλὴ ὡς ὁ ἦχος τῆς λύρας τῶν ψαλτῶν τοῦ ναοῦ. bbox=[24, 592, 242, 633]
column-5 bbox=[1209, 170, 1585, 2100]
ad-postcards-text: Παρελήφθη πλουσιωτάτη συλλογὴ Καρτ-Ποστὰλ τοῦ Πάσχα ἐκτάκτου ποιότητος καὶ ἀριστουργήματα τέχνης, πρωτοφανῆ διὰ τὴν Ἑλλάδα. Ἐπίσης καλλιτεχνικὰ κάδρα, φωτογραφίαι, τοπεῖα, μινιατούρες, τελλοτιρογράφημα εἰς χίλια εἴδη χρωματισμῶν καὶ σχεδίων εἰς τὸ χαρτοπωλεῖον bbox=[958, 186, 1200, 275]
paragraph: «Δικαιολογήσατε λοιπὸν ἀλλὰ προσέχετε! Τί, ἐπετοίθεστε νὰ τὸ νάρθηκα;» bbox=[1209, 974, 1585, 1001]
newspaper-masthead: ΕΜΠΡΟΣ bbox=[549, 138, 681, 162]
paragraph: — Πόσον ἰστορίας μεγάλας! εἶπεν ὁ βασιλεὺς μεγαλοπρεπῶς. Κύριε Δελφῖνε, ὁ ὁποῖος ἐπέτυχε τὴν ὑπόληψίν μου, ἀκούσατε. bbox=[1209, 752, 1585, 779]
ad-ent-sub2: ΡΙΝΟΣ ΛΑΙΜΟΥ bbox=[1021, 511, 1137, 528]
ad-ent-massage: Ἠλεκτρικὸν Massage bbox=[1023, 676, 1135, 687]
paragraph: — Ἐπίσης κ' ἐγὼ, ἠθέλησα νὰ τὸν εὕρω, ὅτι ὁ γέλως τοῦ δεν bbox=[1219, 1168, 1557, 1181]
